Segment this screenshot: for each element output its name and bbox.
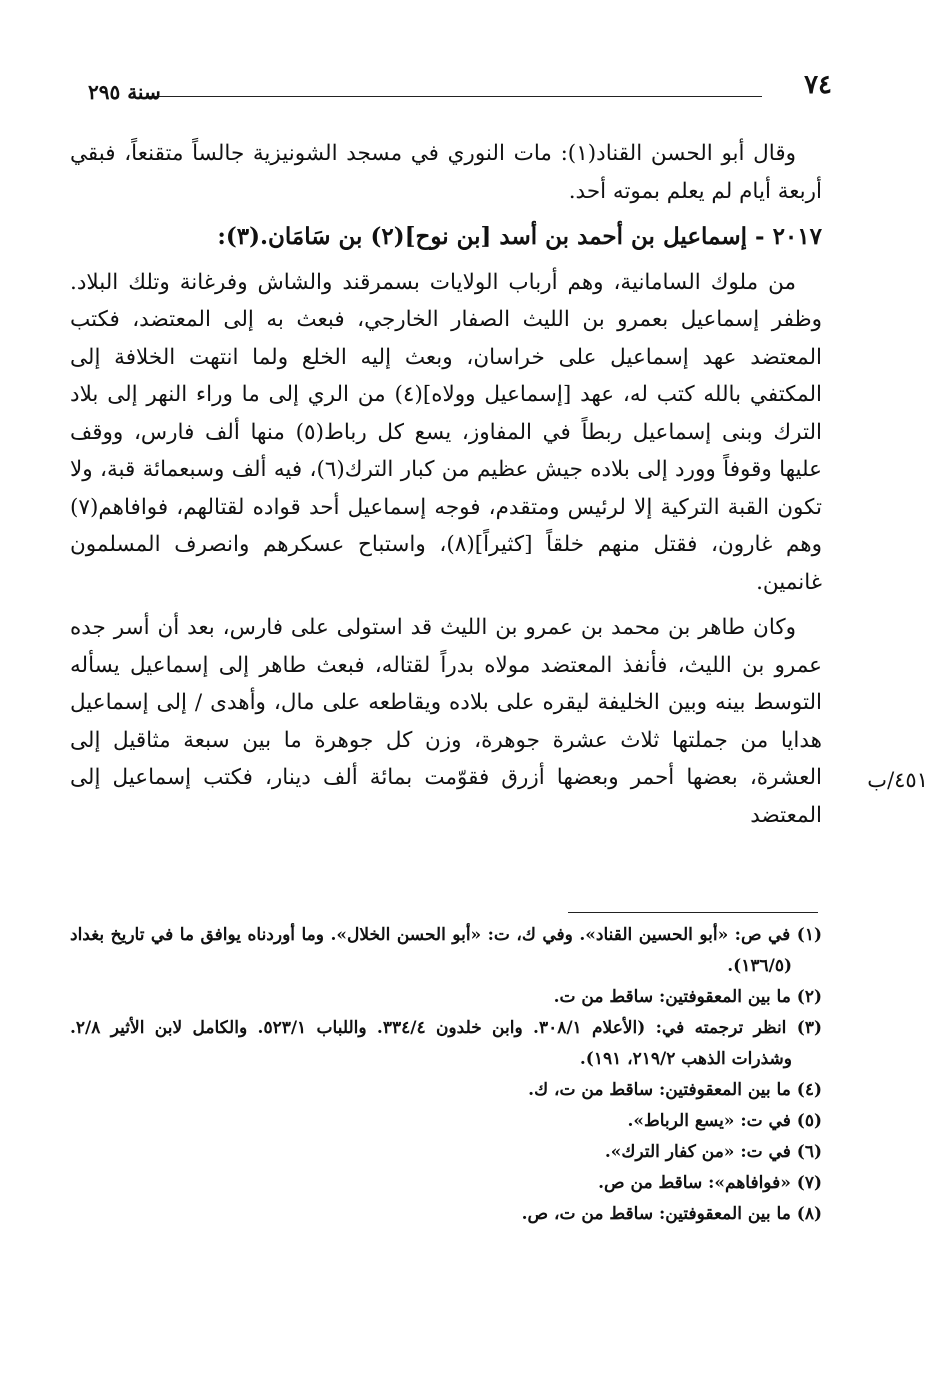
footnote-1: (١) في ص: «أبو الحسين القناد». وفي ك، ت: «أبو الحسن الخلال». وما أوردناه يوافق ما في تاريخ بغداد (١٣٦/٥).	[70, 925, 822, 976]
page-header	[88, 70, 832, 106]
footnote-4: (٤) ما بين المعقوفتين: ساقط من ت، ك.	[528, 1080, 822, 1100]
footnote-2: (٢) ما بين المعقوفتين: ساقط من ت.	[553, 987, 822, 1007]
main-text	[70, 135, 822, 842]
footnote-6: (٦) في ت: «من كفار الترك».	[604, 1142, 822, 1162]
page-number: ٧٤	[804, 70, 832, 100]
entry-heading: ٢٠١٧ - إسماعيل بن أحمد بن أسد [بن نوح](٢) بن سَامَان.(٣):	[217, 223, 822, 250]
footnote-3: (٣) انظر ترجمته في: (الأعلام ٣٠٨/١. وابن خلدون ٣٣٤/٤. واللباب ٥٢٣/١. والكامل لابن الأثير ٢/٨. وشذرات الذهب ٢١٩/٢، ١٩١).	[70, 1018, 822, 1069]
running-title-year: سنة ٢٩٥	[88, 80, 161, 104]
footnote-5: (٥) في ت: «يسع الرباط».	[627, 1111, 822, 1131]
paragraph-1: وقال أبو الحسن القناد(١): مات النوري في مسجد الشونيزية جالساً متقنعاً، فبقي أربعة أيام لم يعلم بموته أحد.	[70, 141, 822, 204]
footnote-8: (٨) ما بين المعقوفتين: ساقط من ت، ص.	[521, 1204, 822, 1224]
footnotes	[70, 920, 822, 1230]
paragraph-3: وكان طاهر بن محمد بن عمرو بن الليث قد استولى على فارس، بعد أن أسر جده عمرو بن الليث، فأنفذ المعتضد مولاه بدراً لقتاله، فبعث طاهر إلى إسماعيل يسأله التوسط بينه وبين الخليفة ليقره على بلاده ويقاطعه على مال، وأهدى / إلى إسماعيل هدايا من جملتها ثلاث عشرة جوهرة، وزن كل جوهرة ما بين سبعة مثاقيل إلى العشرة، بعضها أحمر وبعضها أزرق فقوّمت بمائة ألف دينار، فكتب إسماعيل إلى المعتضد	[70, 615, 822, 828]
paragraph-2: من ملوك السامانية، وهم أرباب الولايات بسمرقند والشاش وفرغانة وتلك البلاد. وظفر إسماعيل بعمرو بن الليث الصفار الخارجي، فبعث به إلى المعتضد، فكتب المعتضد عهد إسماعيل على خراسان، وبعث إليه الخلع ولما انتهت الخلافة إلى المكتفي بالله كتب له، عهد [إسماعيل وولاه](٤) من الري إلى ما وراء النهر إلى بلاد الترك وبنى إسماعيل ربطاً في المفاوز، يسع كل رباط(٥) منها ألف فارس، ووقف عليها وقوفاً وورد إلى بلاده جيش عظيم من كبار الترك(٦)، فيه ألف وسبعمائة قبة، ولا تكون القبة التركية إلا لرئيس ومتقدم، فوجه إسماعيل أحد قواده لقتالهم، فوافاهم(٧) وهم غارون، فقتل منهم خلقاً [كثيراً](٨)، واستباح عسكرهم وانصرف المسلمون غانمين.	[70, 269, 823, 595]
footnote-7: (٧) «فوافاهم»: ساقط من ص.	[598, 1173, 822, 1193]
manuscript-folio-note: ٤٥١/ب	[867, 768, 928, 792]
header-rule	[148, 96, 762, 97]
footnote-rule	[568, 912, 818, 913]
